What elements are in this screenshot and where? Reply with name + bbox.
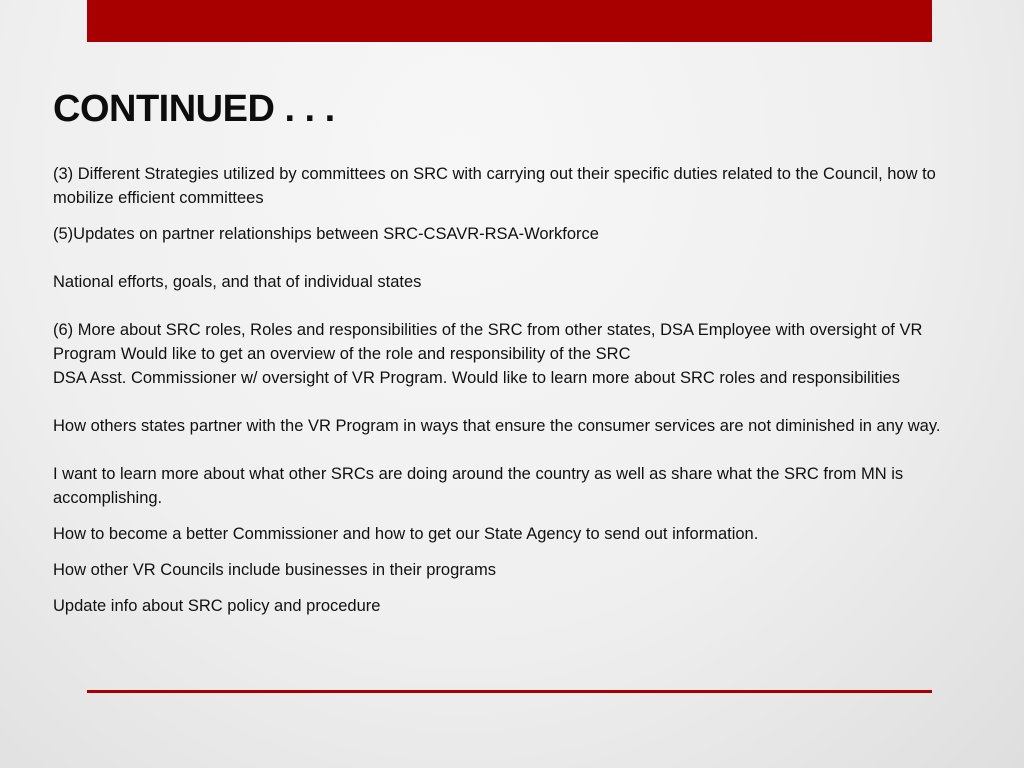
paragraph-partner-updates: (5)Updates on partner relationships between SRC-CSAVR-RSA-Workforce xyxy=(53,225,599,243)
paragraph-strategies: (3) Different Strategies utilized by committees on SRC with carrying out their specific duties related to the Council, how to mobilize efficient committees xyxy=(53,165,936,207)
spacer xyxy=(53,390,983,414)
bottom-accent-line xyxy=(87,690,932,693)
paragraph-policy-update: Update info about SRC policy and procedure xyxy=(53,597,381,615)
paragraph-national-efforts: National efforts, goals, and that of individual states xyxy=(53,273,422,291)
paragraph-src-roles: (6) More about SRC roles, Roles and responsibilities of the SRC from other states, DSA Employee with oversight of VR Program Would like to get an overview of the role and responsibility of the SRC xyxy=(53,321,923,363)
slide-body xyxy=(53,162,983,630)
paragraph-dsa-commissioner: DSA Asst. Commissioner w/ oversight of VR Program. Would like to learn more about SRC roles and responsibilities xyxy=(53,369,901,387)
spacer xyxy=(53,438,983,462)
spacer xyxy=(53,294,983,318)
paragraph-other-srcs: I want to learn more about what other SRCs are doing around the country as well as share what the SRC from MN is accomplishing. xyxy=(53,465,904,507)
paragraph-businesses: How other VR Councils include businesses in their programs xyxy=(53,561,496,579)
paragraph-better-commissioner: How to become a better Commissioner and how to get our State Agency to send out information. xyxy=(53,525,759,543)
paragraph-state-partnerships: How others states partner with the VR Program in ways that ensure the consumer services are not diminished in any way. xyxy=(53,417,941,435)
top-accent-bar xyxy=(87,0,932,42)
slide-title: CONTINUED . . . xyxy=(53,88,335,130)
spacer xyxy=(53,246,983,270)
